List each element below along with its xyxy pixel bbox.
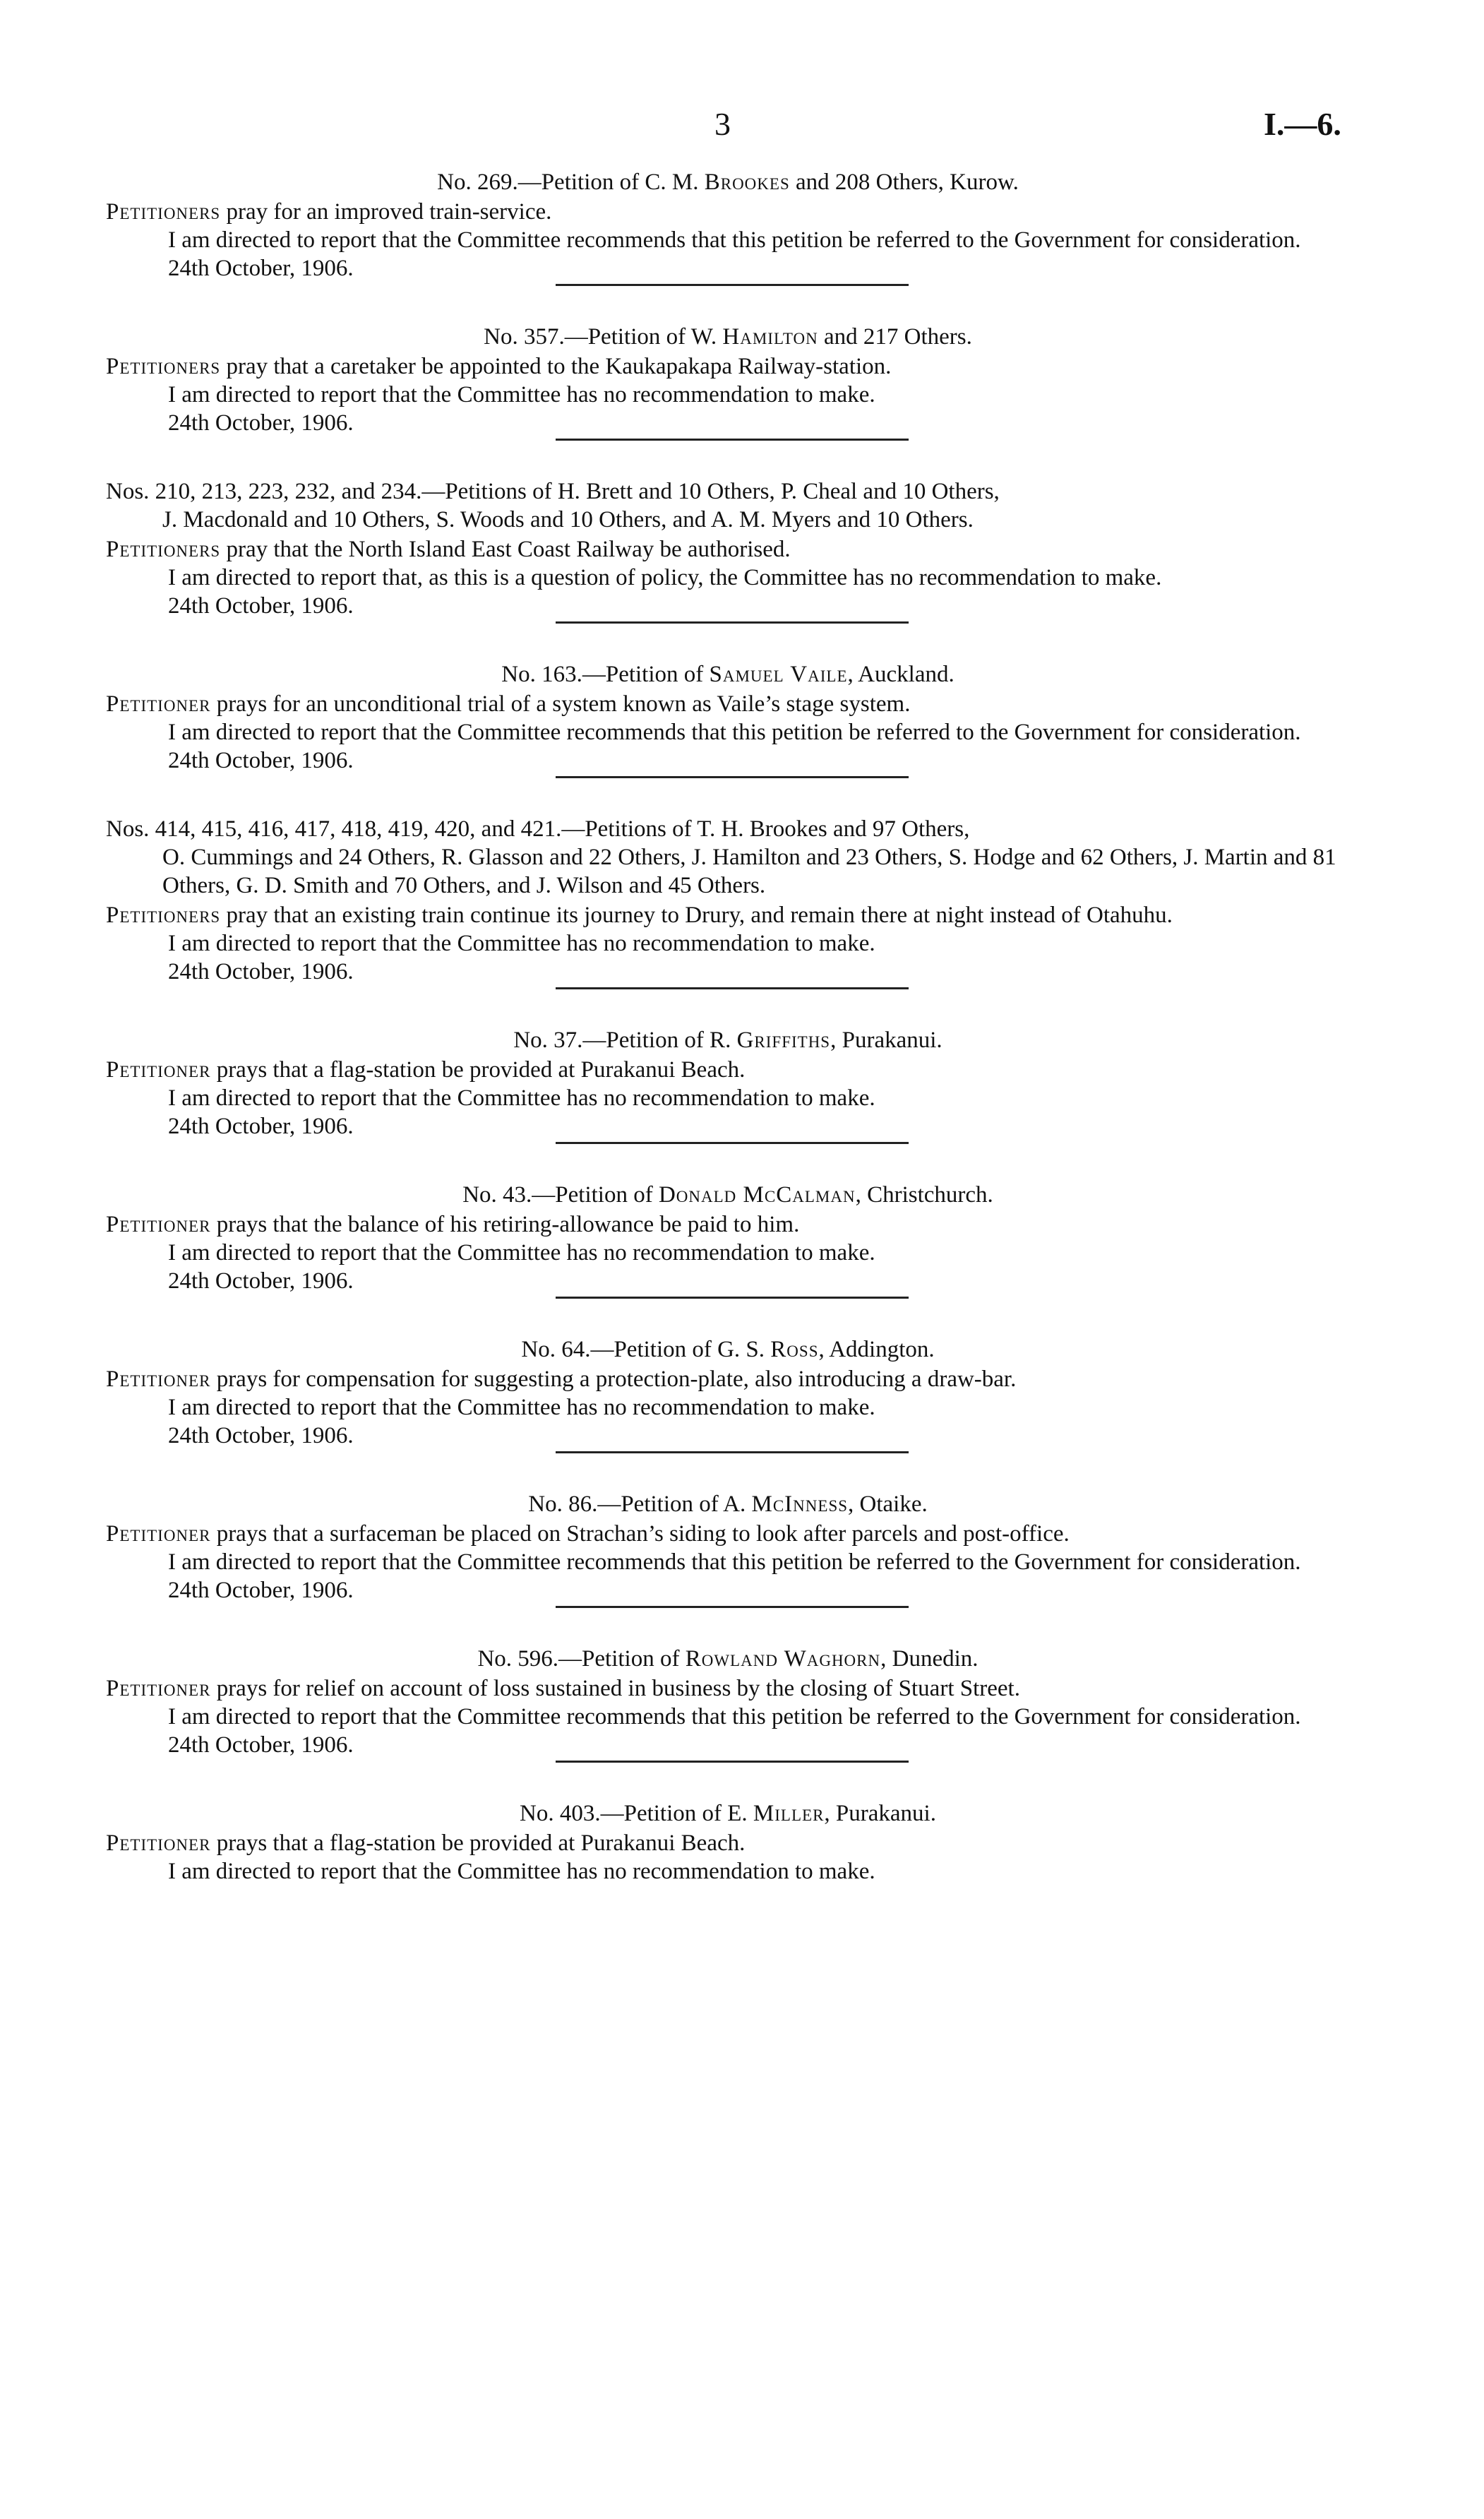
petition-entry [106, 477, 1350, 624]
petition-entry [106, 1026, 1350, 1144]
petition-entry [106, 1490, 1350, 1608]
committee-report: I am directed to report that the Committee has no recommendation to make. [168, 382, 875, 407]
petition-list [106, 168, 1350, 1886]
report-date: 24th October, 1906. [168, 959, 354, 984]
petition-heading: Nos. 210, 213, 223, 232, and 234.—Petitions of H. Brett and 10 Others, P. Cheal and 10 Others, J. Macdonald and 10 Others, S. Woods and 10 Others, and A. M. Myers and 10 Others. [106, 479, 1000, 532]
petition-prayer: Petitioner prays that the balance of his retiring-allowance be paid to him. [106, 1212, 800, 1237]
petition-entry [106, 1645, 1350, 1763]
section-divider [556, 1761, 909, 1763]
report-date: 24th October, 1906. [168, 1578, 354, 1603]
petition-prayer: Petitioner prays that a flag-station be provided at Purakanui Beach. [106, 1057, 746, 1083]
paper-code: I.—6. [1264, 106, 1341, 142]
petition-heading: No. 163.—Petition of Samuel Vaile, Auckland. [501, 662, 955, 687]
section-divider [556, 621, 909, 624]
report-date: 24th October, 1906. [168, 1732, 354, 1758]
report-date: 24th October, 1906. [168, 256, 354, 281]
petition-heading: No. 64.—Petition of G. S. Ross, Addington. [521, 1337, 935, 1362]
petition-heading: No. 43.—Petition of Donald McCalman, Christchurch. [462, 1182, 993, 1208]
report-date: 24th October, 1906. [168, 410, 354, 436]
section-divider [556, 987, 909, 989]
petition-heading: No. 86.—Petition of A. McInness, Otaike. [528, 1491, 928, 1517]
petition-heading: Nos. 414, 415, 416, 417, 418, 419, 420, and 421.—Petitions of T. H. Brookes and 97 Others, O. Cummings and 24 Others, R. Glasson and 22 Others, J. Hamilton and 23 Others, S. Hodge and 62 Others, J. Martin and 81 Others, G. D. Smith and 70 Others, and J. Wilson and 45 Others. [106, 816, 1336, 898]
petition-heading: No. 357.—Petition of W. Hamilton and 217 Others. [484, 324, 972, 350]
section-divider [556, 284, 909, 286]
petition-entry [106, 1335, 1350, 1453]
petition-prayer: Petitioner prays that a flag-station be provided at Purakanui Beach. [106, 1830, 746, 1856]
committee-report: I am directed to report that the Committee has no recommendation to make. [168, 1859, 875, 1884]
committee-report: I am directed to report that, as this is a question of policy, the Committee has no recommendation to make. [168, 565, 1162, 590]
section-divider [556, 439, 909, 441]
report-date: 24th October, 1906. [168, 1423, 354, 1448]
committee-report: I am directed to report that the Committee has no recommendation to make. [168, 931, 875, 956]
petition-entry [106, 660, 1350, 778]
section-divider [556, 1606, 909, 1608]
committee-report: I am directed to report that the Committee recommends that this petition be referred to the Government for consideration. [168, 1704, 1301, 1729]
petition-heading: No. 596.—Petition of Rowland Waghorn, Dunedin. [477, 1646, 979, 1672]
report-date: 24th October, 1906. [168, 748, 354, 773]
report-date: 24th October, 1906. [168, 1268, 354, 1294]
petition-entry [106, 1181, 1350, 1299]
petition-entry [106, 1799, 1350, 1886]
committee-report: I am directed to report that the Committee recommends that this petition be referred to the Government for consideration. [168, 227, 1301, 253]
petition-prayer: Petitioner prays that a surfaceman be placed on Strachan’s siding to look after parcels and post-office. [106, 1521, 1070, 1547]
petition-entry [106, 815, 1350, 989]
section-divider [556, 1142, 909, 1144]
petition-prayer: Petitioner prays for an unconditional trial of a system known as Vaile’s stage system. [106, 691, 911, 717]
petition-heading: No. 37.—Petition of R. Griffiths, Purakanui. [513, 1028, 943, 1053]
report-date: 24th October, 1906. [168, 1114, 354, 1139]
petition-entry [106, 323, 1350, 441]
petition-prayer: Petitioners pray for an improved train-service. [106, 199, 552, 225]
committee-report: I am directed to report that the Committee recommends that this petition be referred to the Government for consideration. [168, 1549, 1301, 1575]
committee-report: I am directed to report that the Committee recommends that this petition be referred to the Government for consideration. [168, 720, 1301, 745]
report-date: 24th October, 1906. [168, 593, 354, 619]
petition-prayer: Petitioners pray that the North Island East Coast Railway be authorised. [106, 537, 791, 562]
petition-prayer: Petitioner prays for compensation for suggesting a protection-plate, also introducing a draw-bar. [106, 1366, 1017, 1392]
petition-heading: No. 269.—Petition of C. M. Brookes and 208 Others, Kurow. [437, 169, 1019, 195]
petition-prayer: Petitioner prays for relief on account of loss sustained in business by the closing of Stuart Street. [106, 1676, 1020, 1701]
page-number: 3 [714, 106, 731, 142]
committee-report: I am directed to report that the Committee has no recommendation to make. [168, 1395, 875, 1420]
committee-report: I am directed to report that the Committee has no recommendation to make. [168, 1240, 875, 1266]
petition-prayer: Petitioners pray that an existing train continue its journey to Drury, and remain there at night instead of Otahuhu. [106, 903, 1173, 928]
section-divider [556, 1451, 909, 1453]
committee-report: I am directed to report that the Committee has no recommendation to make. [168, 1085, 875, 1111]
petition-prayer: Petitioners pray that a caretaker be appointed to the Kaukapakapa Railway-station. [106, 354, 892, 379]
section-divider [556, 1297, 909, 1299]
petition-entry [106, 168, 1350, 286]
section-divider [556, 776, 909, 778]
petition-heading: No. 403.—Petition of E. Miller, Purakanui. [520, 1801, 936, 1826]
